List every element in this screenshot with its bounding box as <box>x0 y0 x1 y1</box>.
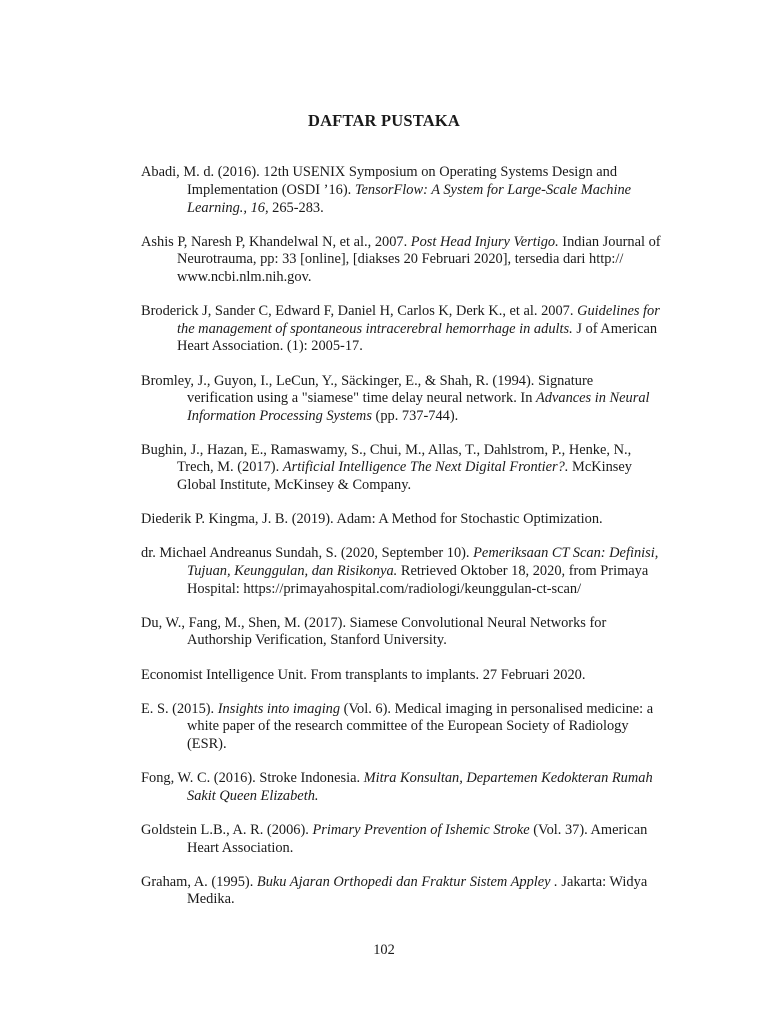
reference-title-italic: Insights into imaging <box>217 700 341 717</box>
reference-text: dr. Michael Andreanus Sundah, S. (2020, September 10). <box>141 545 474 562</box>
reference-title-italic: Post Head Injury Vertigo. <box>410 233 559 250</box>
reference-text: Retrieved Oktober 18, 2020, from Primaya Hospital: https://primayahospital.com/radiologi/keunggulan-ct-scan/ <box>187 563 649 597</box>
reference-text: Du, W., Fang, M., Shen, M. (2017). Siamese Convolutional Neural Networks for Authorship Verification, Stanford University. <box>141 614 607 649</box>
reference-entry <box>141 545 663 598</box>
reference-entry <box>141 770 663 805</box>
reference-text: Bromley, J., Guyon, I., LeCun, Y., Säckinger, E., & Shah, R. (1994). Signature verification using a "siamese" time delay neural network. In <box>141 372 594 407</box>
reference-title-italic: Pemeriksaan CT Scan: Definisi, Tujuan, Keunggulan, dan Risikonya. <box>187 545 659 580</box>
reference-text: Broderick J, Sander C, Edward F, Daniel H, Carlos K, Derk K., et al. 2007. <box>141 303 578 320</box>
reference-text: J of American Heart Association. (1): 2005-17. <box>177 320 658 355</box>
reference-text: (Vol. 6). Medical imaging in personalised medicine: a white paper of the research committee of the European Society of Radiology (ESR). <box>187 700 654 752</box>
reference-title-italic: Primary Prevention of Ishemic Stroke <box>312 821 530 838</box>
reference-title-italic: Artificial Intelligence The Next Digital Frontier?. <box>282 459 569 476</box>
reference-text: Jakarta: Widya Medika. <box>187 873 648 908</box>
reference-title-italic: Advances in Neural Information Processing Systems <box>187 390 650 424</box>
reference-title-italic: Guidelines for the management of spontaneous intracerebral hemorrhage in adults. <box>177 303 660 337</box>
reference-text: (Vol. 37). American Heart Association. <box>187 821 648 856</box>
reference-entry <box>141 442 663 495</box>
reference-entry <box>141 164 663 217</box>
reference-entry <box>141 822 663 857</box>
reference-text: McKinsey Global Institute, McKinsey & Company. <box>177 459 632 494</box>
reference-title-italic: Buku Ajaran Orthopedi dan Fraktur Sistem Appley . <box>256 873 558 890</box>
page-title: DAFTAR PUSTAKA <box>307 111 461 130</box>
page-number: 102 <box>373 942 395 958</box>
reference-text: Bughin, J., Hazan, E., Ramaswamy, S., Chui, M., Allas, T., Dahlstrom, P., Henke, N., Trech, M. (2017). <box>141 441 632 476</box>
reference-entry <box>141 373 663 426</box>
reference-text: Indian Journal of Neurotrauma, pp: 33 [online], [diakses 20 Februari 2020], tersedia dari http:// www.ncbi.nlm.nih.gov. <box>177 233 661 285</box>
reference-text: (pp. 737-744). <box>371 407 459 424</box>
reference-title-italic: Mitra Konsultan, Departemen Kedokteran Rumah Sakit Queen Elizabeth. <box>187 770 653 804</box>
reference-text: Abadi, M. d. (2016). 12th USENIX Symposium on Operating Systems Design and Implementation (OSDI ’16). <box>141 164 618 198</box>
reference-entry <box>141 511 663 529</box>
reference-text: Graham, A. (1995). <box>141 873 257 890</box>
reference-text: Goldstein L.B., A. R. (2006). <box>141 821 313 838</box>
reference-entry <box>141 701 663 754</box>
reference-entry <box>141 874 663 909</box>
reference-entry <box>141 303 663 356</box>
reference-text: E. S. (2015). <box>141 700 218 717</box>
reference-entry <box>141 234 663 287</box>
reference-title-italic: TensorFlow: A System for Large-Scale Machine Learning., 16 <box>187 181 632 216</box>
reference-list <box>141 150 663 926</box>
reference-entry <box>141 615 663 650</box>
reference-entry <box>141 667 663 685</box>
reference-text: Economist Intelligence Unit. From transplants to implants. 27 Februari 2020. <box>141 666 586 683</box>
reference-text: Diederik P. Kingma, J. B. (2019). Adam: A Method for Stochastic Optimization. <box>141 511 603 528</box>
reference-text: Fong, W. C. (2016). Stroke Indonesia. <box>141 770 364 787</box>
reference-text: Ashis P, Naresh P, Khandelwal N, et al., 2007. <box>141 233 411 250</box>
reference-text: , 265-283. <box>264 199 324 216</box>
